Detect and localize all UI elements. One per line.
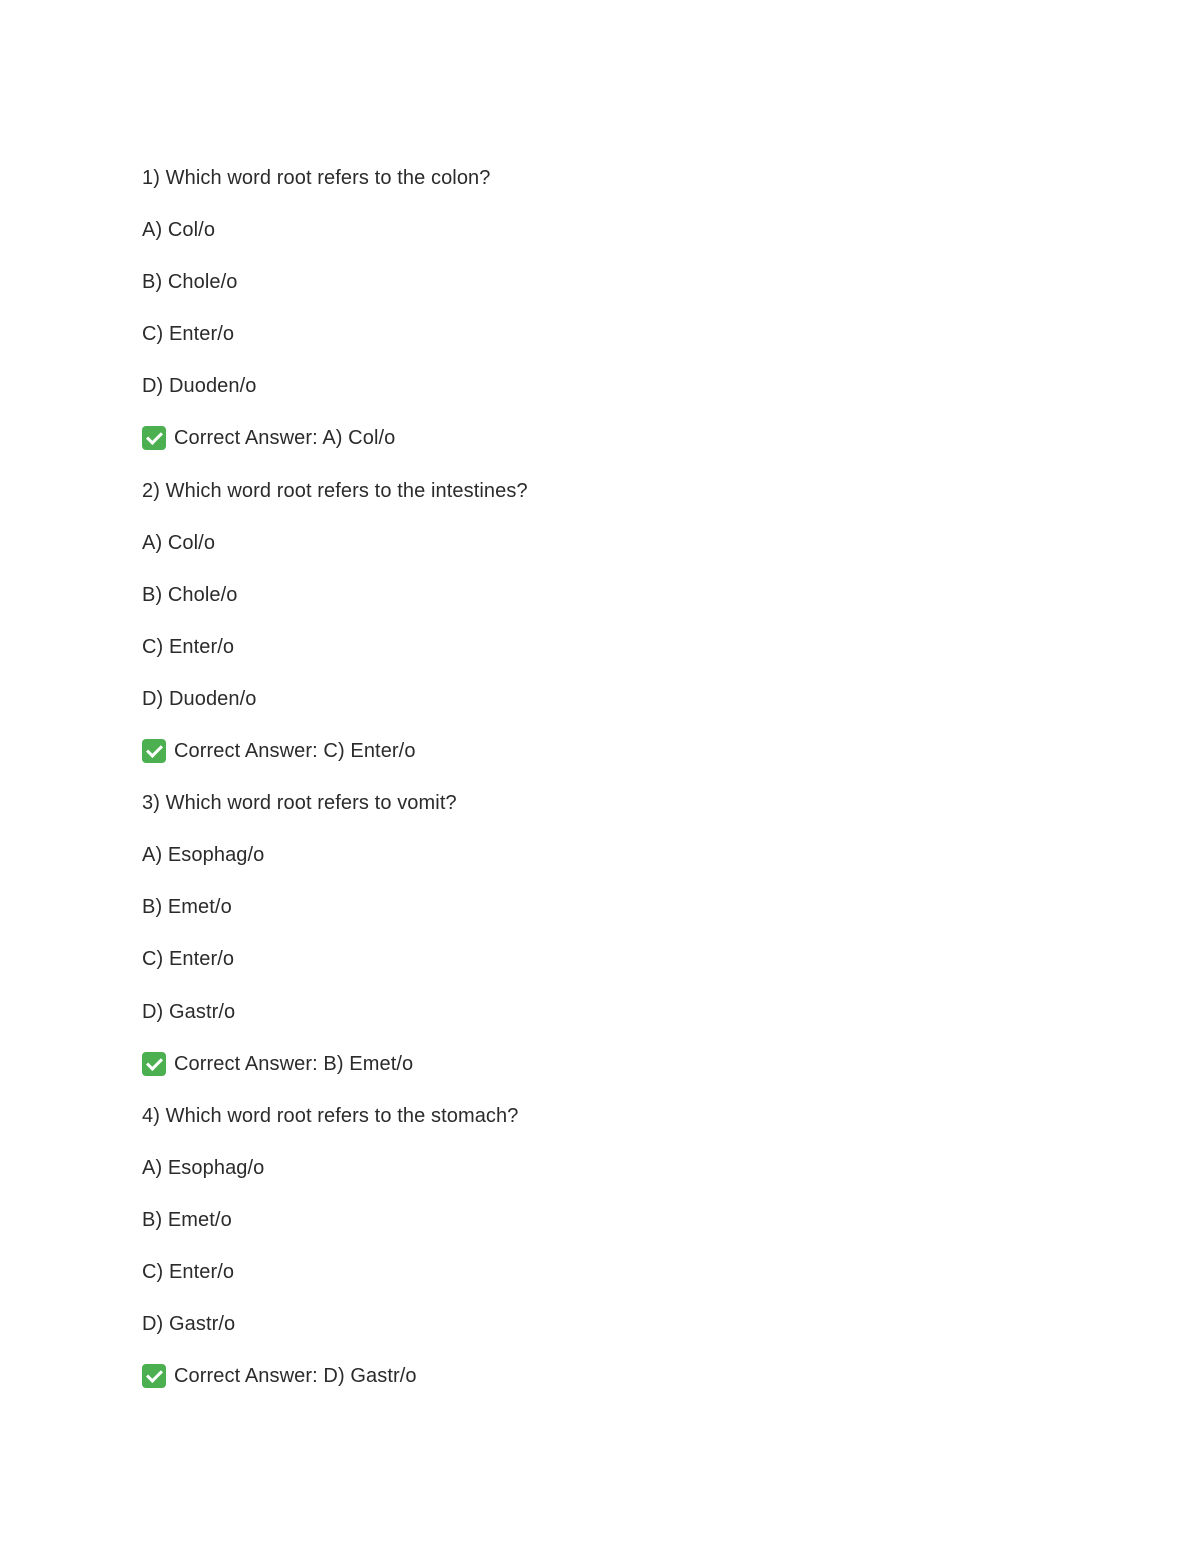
check-mark-icon xyxy=(142,739,166,763)
correct-answer-text: Correct Answer: D) Gastr/o xyxy=(174,1365,417,1388)
answer-option: A) Col/o xyxy=(142,219,216,242)
question-block xyxy=(142,164,1102,477)
quiz-content xyxy=(142,164,1102,1414)
answer-option: B) Chole/o xyxy=(142,271,238,294)
answer-option: D) Gastr/o xyxy=(142,1000,236,1023)
answer-option: B) Chole/o xyxy=(142,583,238,606)
correct-answer xyxy=(142,1050,1102,1102)
check-mark-icon xyxy=(142,426,166,450)
answer-option: A) Col/o xyxy=(142,531,216,554)
correct-answer-text: Correct Answer: C) Enter/o xyxy=(174,740,416,763)
answer-option: C) Enter/o xyxy=(142,323,235,346)
answer-option: B) Emet/o xyxy=(142,896,232,919)
answer-option: B) Emet/o xyxy=(142,1208,232,1231)
question-block xyxy=(142,1102,1102,1415)
correct-answer-text: Correct Answer: B) Emet/o xyxy=(174,1052,414,1075)
answer-option: A) Esophag/o xyxy=(142,1156,265,1179)
answer-option: C) Enter/o xyxy=(142,1260,235,1283)
correct-answer-text: Correct Answer: A) Col/o xyxy=(174,427,396,450)
question-block xyxy=(142,477,1102,790)
answer-option: C) Enter/o xyxy=(142,635,235,658)
question-block xyxy=(142,789,1102,1102)
question-text: 2) Which word root refers to the intestines? xyxy=(142,479,528,502)
correct-answer xyxy=(142,424,1102,476)
answer-option: D) Gastr/o xyxy=(142,1313,236,1336)
question-text: 4) Which word root refers to the stomach? xyxy=(142,1104,519,1127)
answer-option: D) Duoden/o xyxy=(142,375,257,398)
check-mark-icon xyxy=(142,1052,166,1076)
correct-answer xyxy=(142,737,1102,789)
question-text: 3) Which word root refers to vomit? xyxy=(142,792,457,815)
answer-option: C) Enter/o xyxy=(142,948,235,971)
answer-option: A) Esophag/o xyxy=(142,844,265,867)
correct-answer xyxy=(142,1362,1102,1414)
check-mark-icon xyxy=(142,1364,166,1388)
answer-option: D) Duoden/o xyxy=(142,687,257,710)
question-text: 1) Which word root refers to the colon? xyxy=(142,167,491,189)
